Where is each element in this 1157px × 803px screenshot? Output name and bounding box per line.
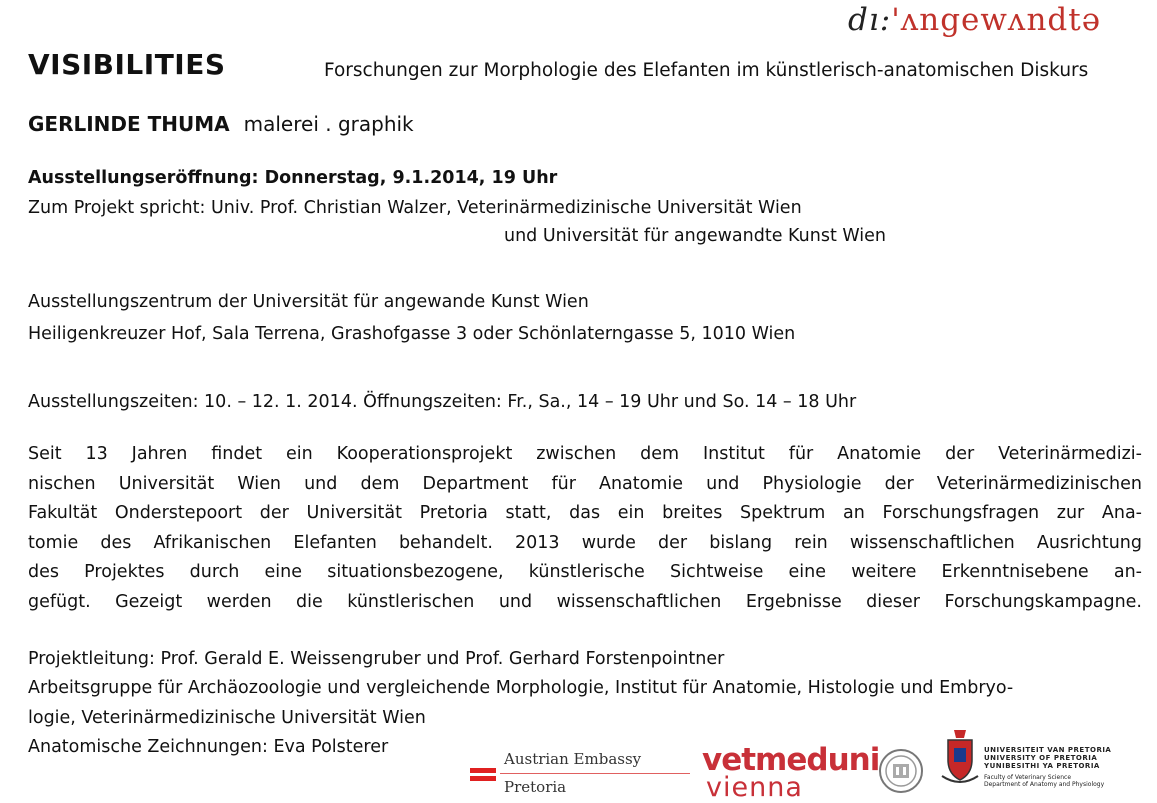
credit-line: Arbeitsgruppe für Archäozoologie und vergleichende Morphologie, Institut für Anatomie, Histologie und Embryo- [28,678,1014,699]
credit-line: logie, Veterinärmedizinische Universität Wien [28,707,426,728]
paragraph-line: des Projektes durch eine situationsbezogene, künstlerische Sichtweise eine weitere Erkenntnisebene an- [28,562,1142,583]
pretoria-line: UNIVERSITEIT VAN PRETORIA [984,746,1112,754]
flag-bar-icon [470,776,496,781]
artist-discipline: malerei . graphik [243,112,414,136]
artist-name: GERLINDE THUMA [28,112,230,136]
vetmed-line-2: vienna [706,772,803,803]
pretoria-crest-icon [940,726,980,786]
logo-divider [500,773,690,774]
austrian-embassy-logo [466,748,690,800]
artist-line [28,112,414,136]
university-seal-icon [878,748,924,794]
pretoria-faculty-block [984,774,1104,788]
paragraph-line: nischen Universität Wien und dem Department für Anatomie und Physiologie der Veterinärmedizinischen [28,473,1142,494]
logo-prefix: dı: [848,2,892,38]
faculty-line: Faculty of Veterinary Science [984,774,1072,781]
opening-line: Ausstellungseröffnung: Donnerstag, 9.1.2014, 19 Uhr [28,168,558,188]
embassy-line-2: Pretoria [504,778,567,796]
pretoria-line: YUNIBESITHI YA PRETORIA [984,762,1100,770]
faculty-line: Department of Anatomy and Physiology [984,781,1105,788]
venue-line-1: Ausstellungszentrum der Universität für angewande Kunst Wien [28,292,589,312]
speaker-line-1: Zum Projekt spricht: Univ. Prof. Christian Walzer, Veterinärmedizinische Universität Wien [28,198,802,218]
vetmeduni-logo [702,742,928,803]
credit-line: Projektleitung: Prof. Gerald E. Weissengruber und Prof. Gerhard Forstenpointner [28,649,725,669]
page-subtitle: Forschungen zur Morphologie des Elefanten im künstlerisch-anatomischen Diskurs [324,60,1089,81]
angewandte-logo [848,2,1101,38]
credit-line: Anatomische Zeichnungen: Eva Polsterer [28,737,389,758]
flag-bar-icon [470,768,496,773]
venue-line-2: Heiligenkreuzer Hof, Sala Terrena, Grashofgasse 3 oder Schönlaterngasse 5, 1010 Wien [28,324,796,344]
paragraph-line: Seit 13 Jahren findet ein Kooperationsprojekt zwischen dem Institut für Anatomie der Veterinärmedizi- [28,444,1142,464]
paragraph-line: tomie des Afrikanischen Elefanten behandelt. 2013 wurde der bislang rein wissenschaftlichen Ausrichtung [28,532,1142,553]
paragraph-line: Fakultät Onderstepoort der Universität Pretoria statt, das ein breites Spektrum an Forschungsfragen zur Ana- [28,503,1142,524]
speaker-line-2: und Universität für angewandte Kunst Wien [504,226,887,246]
page-title: VISIBILITIES [28,48,226,81]
university-pretoria-logo [940,726,1140,800]
embassy-line-1: Austrian Embassy [504,750,642,768]
logo-name: 'ʌngewʌndtə [891,2,1102,38]
hours-line: Ausstellungszeiten: 10. – 12. 1. 2014. Öffnungszeiten: Fr., Sa., 14 – 19 Uhr und So. 14 – 18 Uhr [28,392,857,412]
pretoria-line: UNIVERSITY OF PRETORIA [984,754,1098,762]
description-paragraph [28,440,1142,618]
pretoria-name-block [984,746,1111,770]
vetmed-line-1: vetmeduni [702,742,880,778]
paragraph-line: gefügt. Gezeigt werden die künstlerischen und wissenschaftlichen Ergebnisse dieser Forschungskampagne. [28,591,1142,612]
